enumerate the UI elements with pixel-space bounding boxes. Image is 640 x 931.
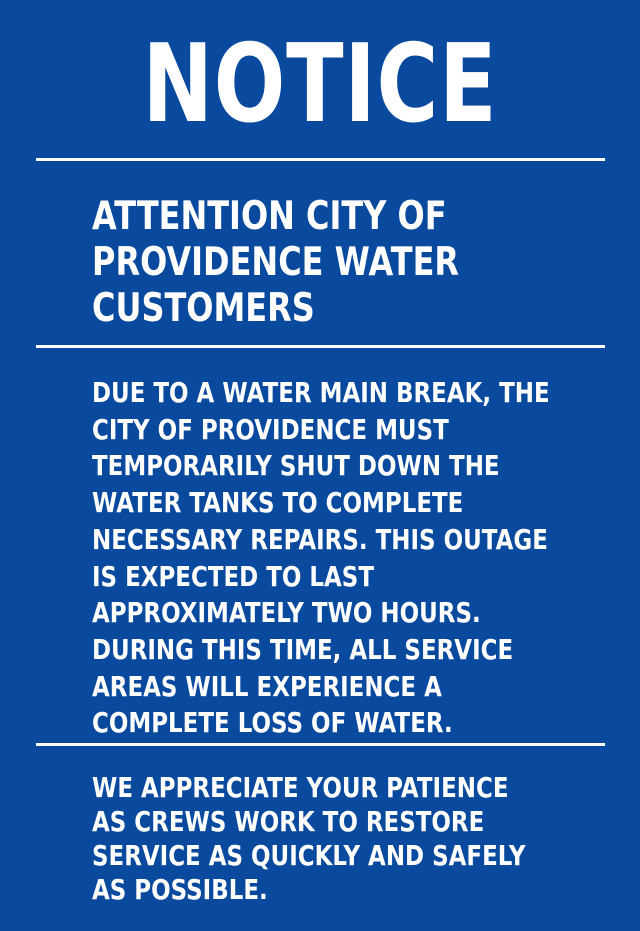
heading-line: ATTENTION CITY OF [92, 194, 447, 239]
body-line: DURING THIS TIME, ALL SERVICE [92, 632, 514, 666]
divider-top [36, 158, 605, 161]
body-line: TEMPORARILY SHUT DOWN THE [92, 449, 500, 483]
body-line: NECESSARY REPAIRS. THIS OUTAGE [92, 522, 548, 556]
closing-line: AS POSSIBLE. [92, 873, 268, 906]
body-line: APPROXIMATELY TWO HOURS. [92, 596, 481, 630]
body-line: COMPLETE LOSS OF WATER. [92, 706, 453, 740]
heading-line: CUSTOMERS [92, 286, 315, 331]
divider-bottom [36, 743, 605, 746]
body-line: DUE TO A WATER MAIN BREAK, THE [92, 376, 550, 409]
body-line: CITY OF PROVIDENCE MUST [92, 412, 449, 446]
closing-line: WE APPRECIATE YOUR PATIENCE [92, 771, 509, 804]
divider-middle [36, 345, 605, 348]
closing-line: SERVICE AS QUICKLY AND SAFELY [92, 839, 526, 872]
body-line: IS EXPECTED TO LAST [92, 559, 374, 593]
body-line: AREAS WILL EXPERIENCE A [92, 669, 442, 703]
notice-body [92, 375, 633, 742]
notice-heading [92, 194, 633, 332]
notice-closing [92, 771, 633, 907]
closing-line: AS CREWS WORK TO RESTORE [92, 805, 485, 838]
notice-title: NOTICE [142, 22, 498, 147]
body-line: WATER TANKS TO COMPLETE [92, 486, 464, 520]
heading-line: PROVIDENCE WATER [92, 240, 460, 285]
